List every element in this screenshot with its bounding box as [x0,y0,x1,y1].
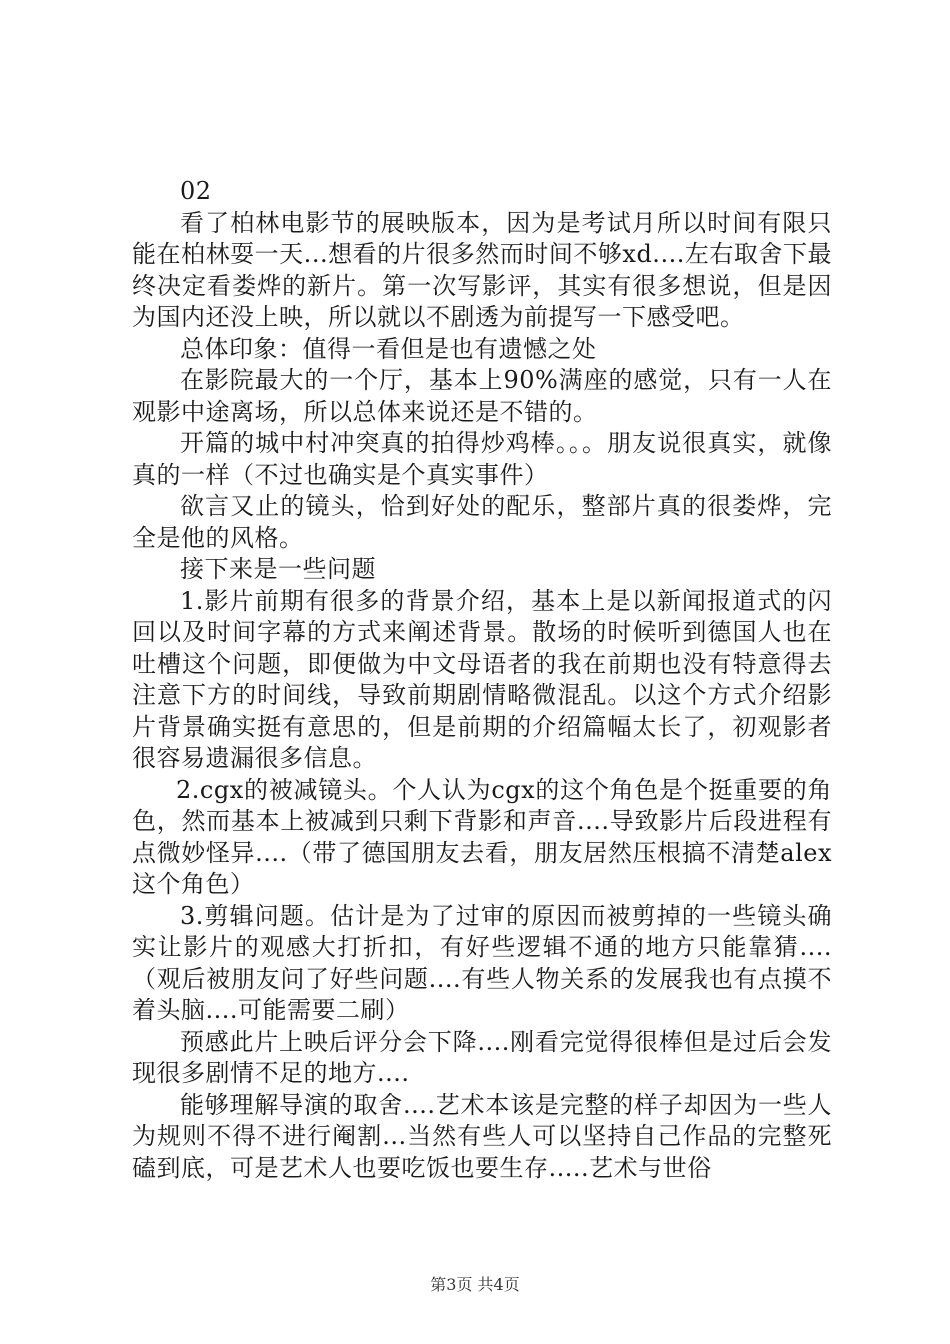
section-number: 02 [180,177,212,205]
page-footer: 第3页 共4页 [430,1275,520,1294]
paragraph-issue-1: 1.影片前期有很多的背景介绍，基本上是以新闻报道式的闪回以及时间字幕的方式来阐述背景。散场的时候听到德国人也在吐槽这个问题，即便做为中文母语者的我在前期也没有特意得去注意下方的时间线，导致前期剧情略微混乱。以这个方式介绍影片背景确实挺有意思的，但是前期的介绍篇幅太长了，初观影者很容易遗漏很多信息。 [132,586,832,772]
document-body [132,176,832,1184]
paragraph-issues-heading: 接下来是一些问题 [180,555,376,583]
paragraph-understanding: 能够理解导演的取舍....艺术本该是完整的样子却因为一些人为规则不得不进行阉割...当然有些人可以坚持自己作品的完整死磕到底，可是艺术人也要吃饭也要生存.....艺术与世俗 [132,1090,832,1182]
paragraph-prediction: 预感此片上映后评分会下降....刚看完觉得很棒但是过后会发现很多剧情不足的地方.... [132,1027,832,1087]
paragraph-overall-impression: 总体印象：值得一看但是也有遗憾之处 [180,334,597,363]
paragraph-opening: 开篇的城中村冲突真的拍得炒鸡棒。。。朋友说很真实，就像真的一样（不过也确实是个真实事件） [132,429,832,489]
paragraph-intro: 看了柏林电影节的展映版本，因为是考试月所以时间有限只能在柏林耍一天...想看的片很多然而时间不够xd....左右取舍下最终决定看娄烨的新片。第一次写影评，其实有很多想说，但是因为国内还没上映，所以就以不剧透为前提写一下感受吧。 [132,208,832,331]
paragraph-issue-3: 3.剪辑问题。估计是为了过审的原因而被剪掉的一些镜头确实让影片的观感大打折扣，有好些逻辑不通的地方只能靠猜....（观后被朋友问了好些问题....有些人物关系的发展我也有点摸不着头脑....可能需要二刷） [132,901,832,1024]
paragraph-theater: 在影院最大的一个厅，基本上90%满座的感觉，只有一人在观影中途离场，所以总体来说还是不错的。 [132,366,832,426]
paragraph-issue-2: 2.cgx的被减镜头。个人认为cgx的这个角色是个挺重要的角色，然而基本上被减到只剩下背影和声音....导致影片后段进程有点微妙怪异....（带了德国朋友去看，朋友居然压根搞不清楚alex这个角色） [132,775,832,898]
paragraph-style: 欲言又止的镜头，恰到好处的配乐，整部片真的很娄烨，完全是他的风格。 [132,492,832,552]
